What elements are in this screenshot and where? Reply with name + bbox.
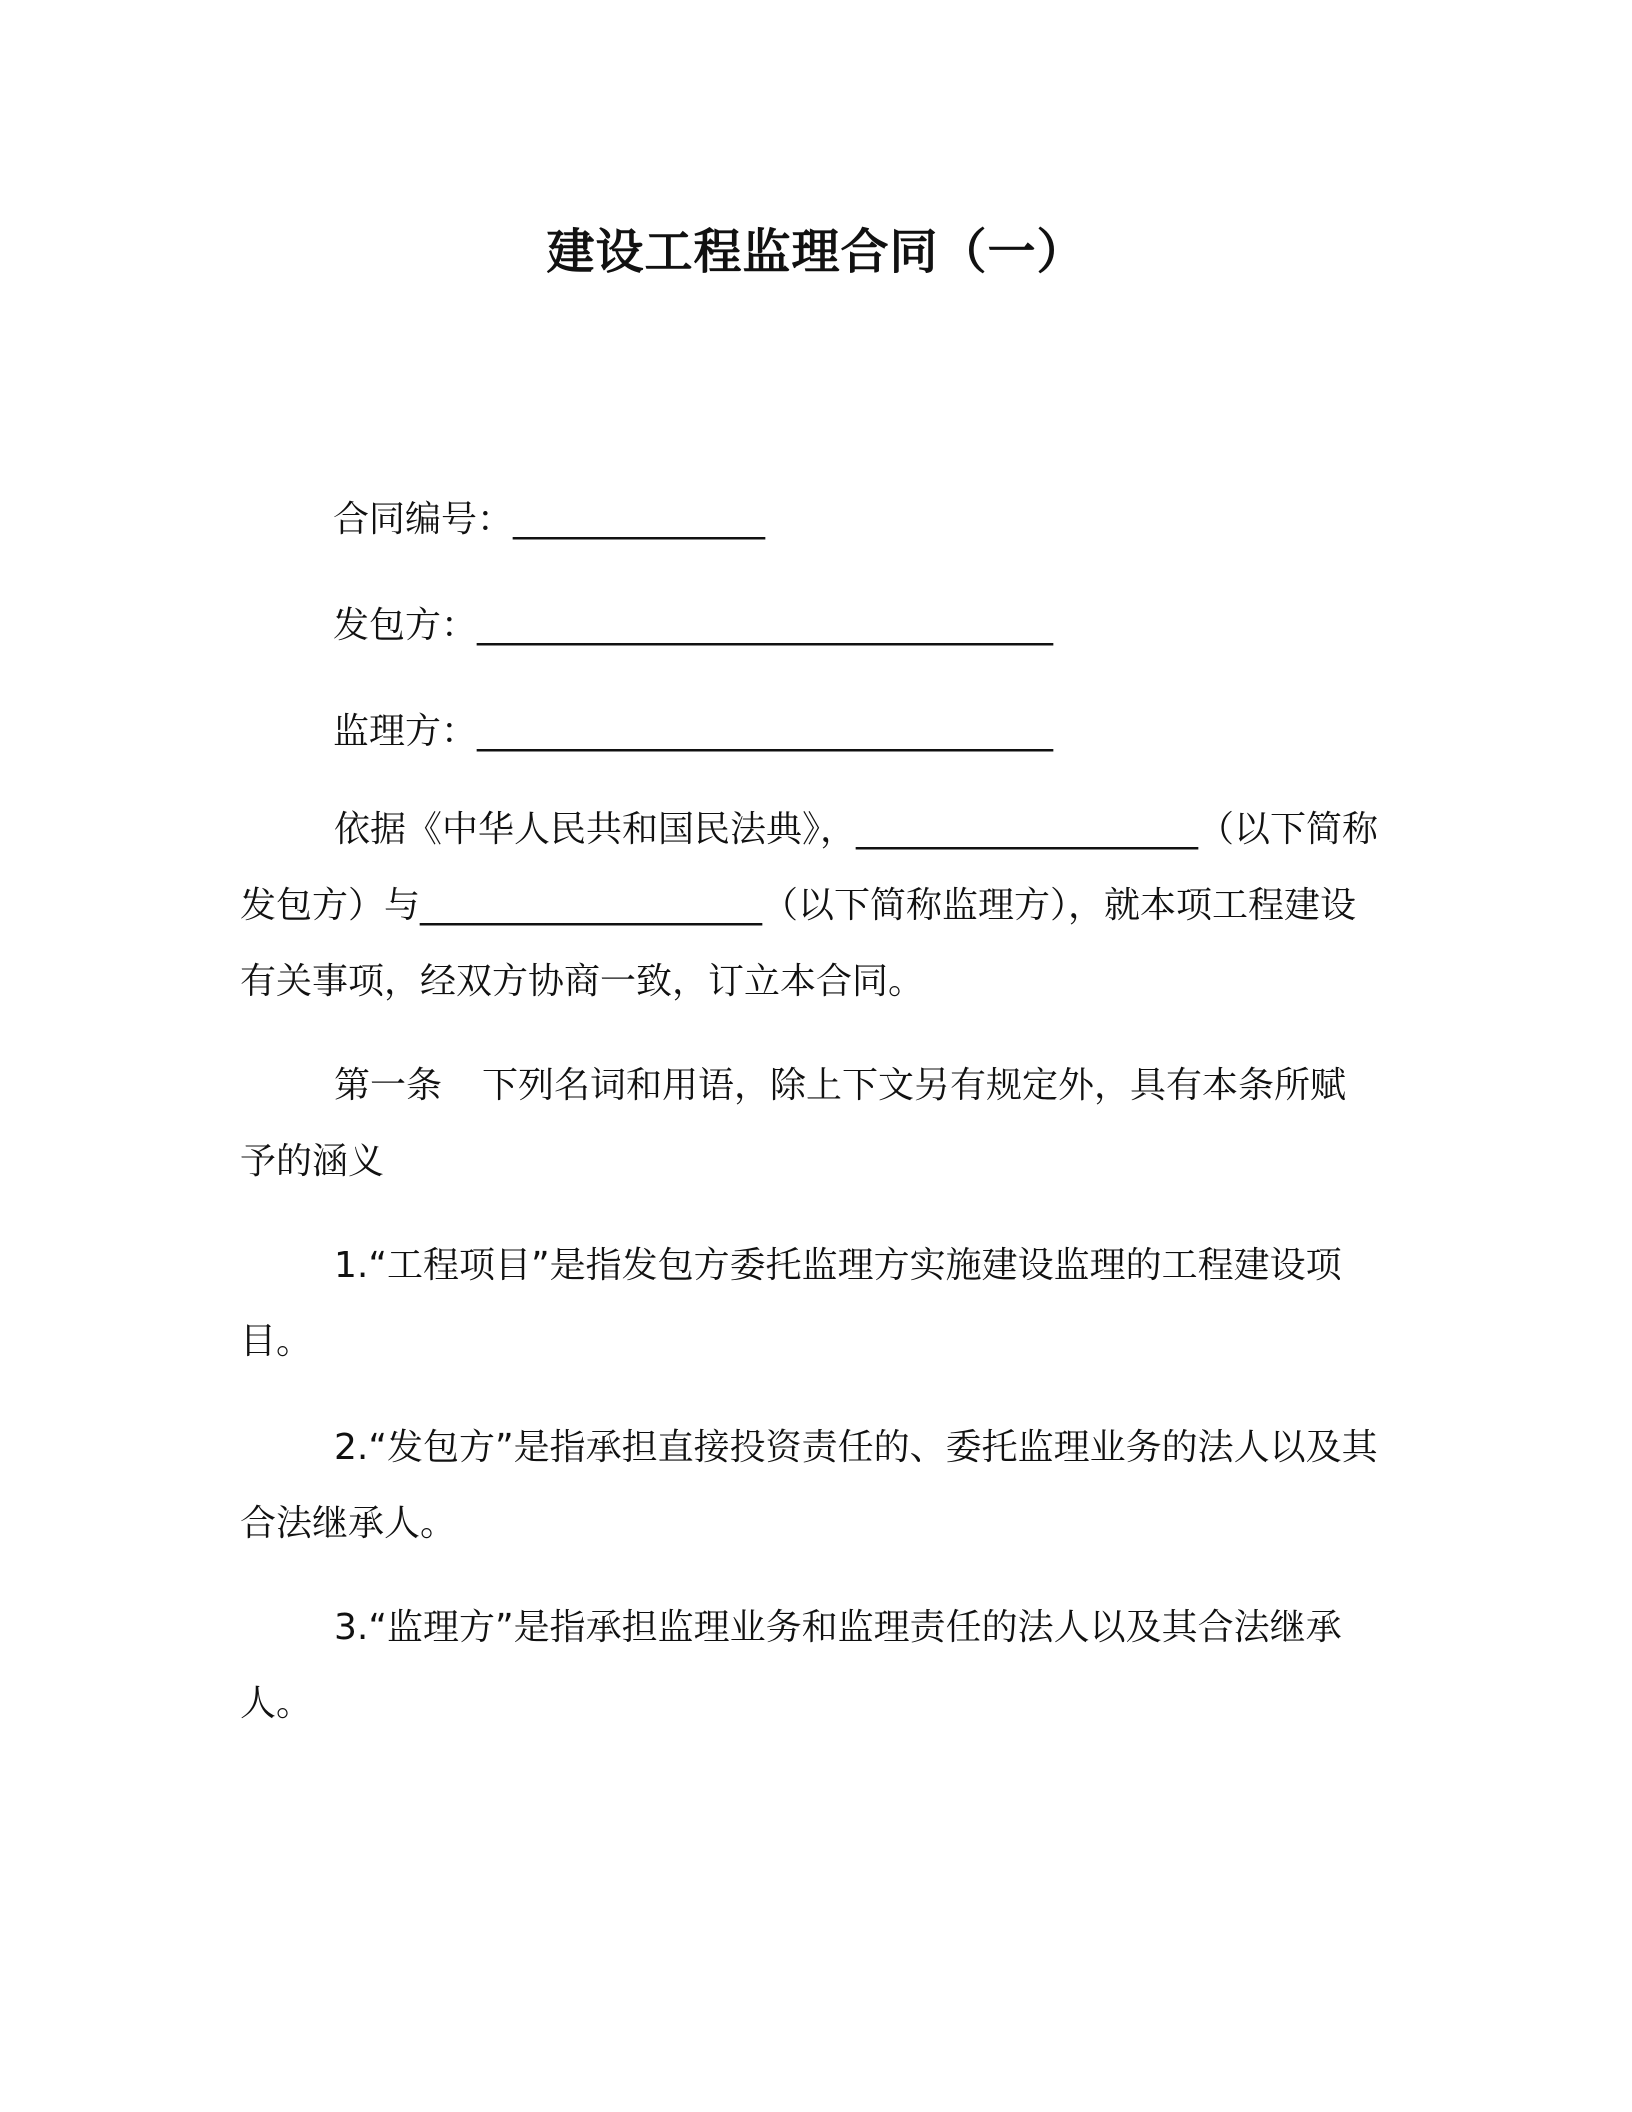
contract-number-blank: ______________ xyxy=(513,499,766,540)
supervisor-label: 监理方： xyxy=(333,711,478,752)
preamble-paragraph xyxy=(240,792,1380,1020)
preamble-blank1: ___________________ xyxy=(856,809,1199,850)
employer-blank: ________________________________ xyxy=(477,605,1054,646)
definition-item: 1.“工程项目”是指发包方委托监理方实施建设监理的工程建设项目。 xyxy=(240,1245,1342,1362)
definition-item: 3.“监理方”是指承担监理业务和监理责任的法人以及其合法继承人。 xyxy=(240,1607,1342,1724)
article-1-text: 下列名词和用语，除上下文另有规定外，具有本条所赋予的涵义 xyxy=(240,1065,1347,1182)
preamble-part3: （以下简称监理方），就本项工程建设有关事项，经双方协商一致，订立本合同。 xyxy=(240,885,1357,1002)
contract-number-label: 合同编号： xyxy=(333,499,514,540)
contract-number-field xyxy=(333,496,765,544)
article-1-paragraph xyxy=(240,1048,1380,1200)
preamble-part1: 依据《中华人民共和国民法典》， xyxy=(334,809,857,850)
definition-item: 2.“发包方”是指承担直接投资责任的、委托监理业务的法人以及其合法继承人。 xyxy=(240,1427,1378,1544)
employer-field xyxy=(333,602,1053,650)
article-1-heading: 第一条 xyxy=(334,1065,443,1106)
employer-label: 发包方： xyxy=(333,605,478,646)
document-title: 建设工程监理合同（一） xyxy=(546,224,1086,280)
preamble-part2: （以下简称发包方）与 xyxy=(240,809,1379,926)
preamble-blank2: ___________________ xyxy=(420,885,763,926)
supervisor-field xyxy=(333,708,1053,756)
supervisor-blank: ________________________________ xyxy=(477,711,1054,752)
